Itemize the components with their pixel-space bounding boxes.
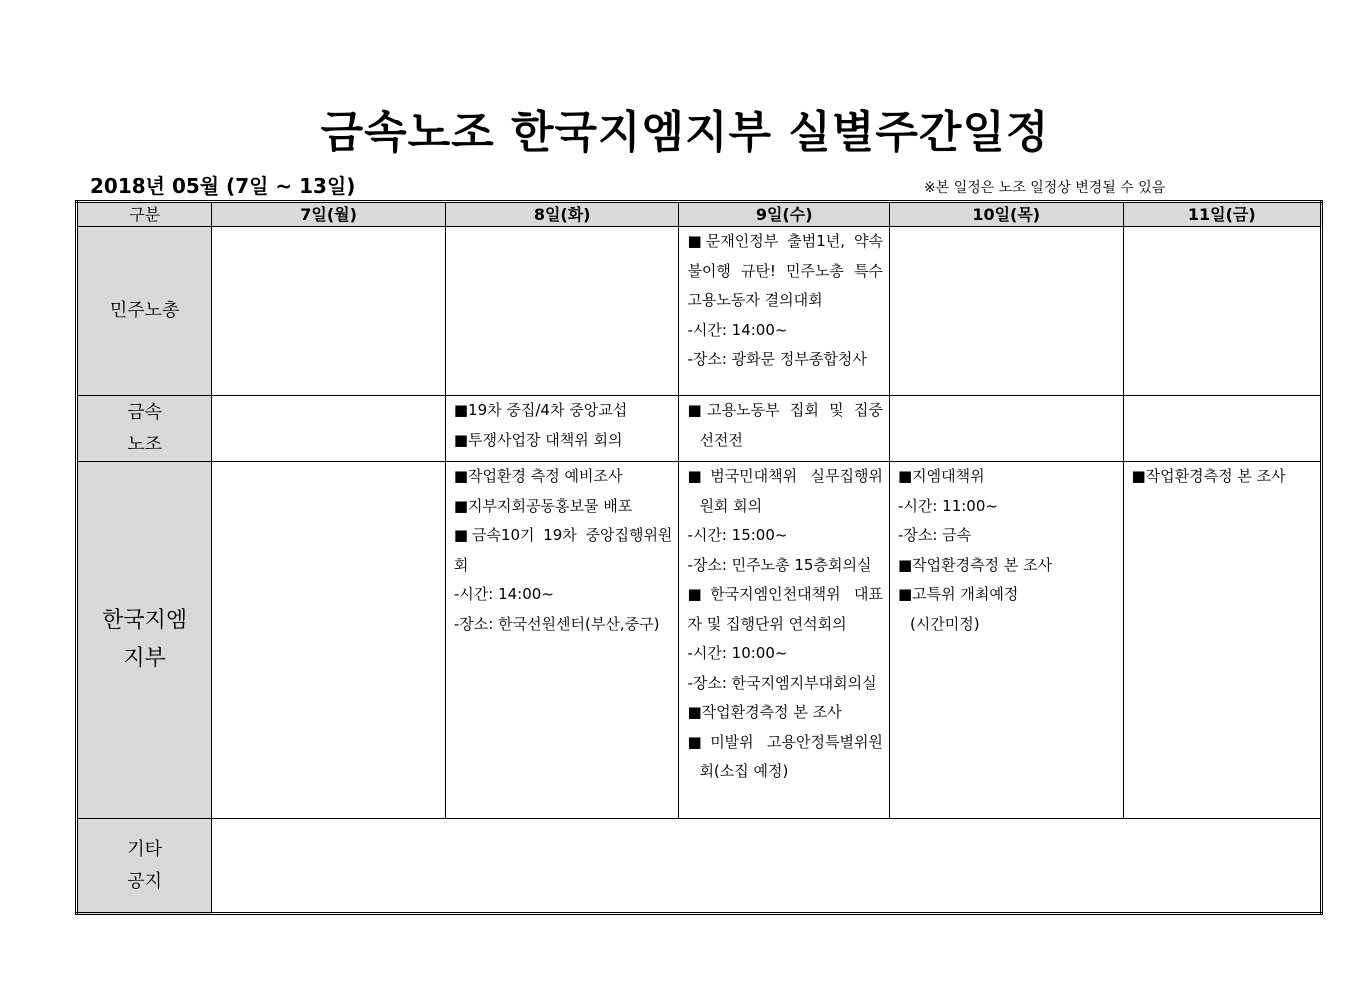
header-row — [77, 202, 1322, 227]
cell-kctu-thu — [889, 227, 1123, 396]
schedule-line: 회(소집 예정) — [699, 762, 789, 780]
schedule-line: -시간: 15:00~ — [687, 526, 788, 544]
cell-kctu-mon — [212, 227, 446, 396]
row-label-line: 민주노총 — [109, 300, 180, 321]
row-label-metal-union — [77, 396, 212, 462]
row-metal-union — [77, 396, 1322, 462]
schedule-line: -시간: 14:00~ — [687, 320, 788, 339]
schedule-line: ■문재인정부 출범1년, 약속 — [687, 232, 883, 250]
row-label-line: 금속 — [127, 401, 163, 423]
schedule-line: -시간: 10:00~ — [687, 644, 788, 662]
cell-gm-wed — [679, 462, 890, 819]
schedule-line: -장소: 한국지엠지부대회의실 — [687, 673, 877, 692]
row-label-line: 지부 — [123, 646, 166, 671]
schedule-line: ■투쟁사업장 대책위 회의 — [453, 430, 623, 449]
schedule-line: 회 — [453, 555, 469, 574]
schedule-line: 불이행 규탄! 민주노총 특수 — [687, 261, 883, 280]
cell-kctu-tue — [445, 227, 679, 396]
schedule-line: ■고특위 개최예정 — [897, 585, 1019, 603]
weekly-schedule-table — [75, 200, 1323, 915]
schedule-line: ■금속10기 19차 중앙집행위원 — [453, 526, 673, 544]
cell-metal-fri — [1123, 396, 1322, 462]
schedule-line: -장소: 광화문 정부종합청사 — [687, 350, 867, 368]
row-other-notice — [77, 819, 1322, 914]
schedule-line: ■범국민대책위 실무집행위 — [687, 467, 883, 485]
header-day-tue: 8일(화) — [445, 202, 679, 227]
cell-gm-fri — [1123, 462, 1322, 819]
cell-kctu-wed — [679, 227, 890, 396]
schedule-line: 고용노동자 결의대회 — [687, 291, 823, 309]
schedule-line: ■미발위 고용안정특별위원 — [687, 732, 883, 751]
header-day-wed: 9일(수) — [679, 202, 890, 227]
page-title: 금속노조 한국지엠지부 실별주간일정 — [320, 107, 1050, 158]
row-label-other-notice — [77, 819, 212, 914]
cell-metal-mon — [212, 396, 446, 462]
schedule-line: -장소: 한국선원센터(부산,중구) — [453, 614, 660, 633]
schedule-line: -장소: 민주노총 15층회의실 — [687, 555, 872, 574]
schedule-line: ■19차 중집/4차 중앙교섭 — [453, 401, 628, 419]
schedule-line: ■지부지회공동홍보물 배포 — [453, 496, 633, 515]
schedule-line: ■작업환경측정 본 조사 — [1131, 467, 1286, 485]
schedule-line: 원회 회의 — [699, 496, 763, 515]
row-label-line: 공지 — [127, 870, 163, 892]
cell-metal-thu — [889, 396, 1123, 462]
row-kctu — [77, 227, 1322, 396]
cell-gm-thu — [889, 462, 1123, 819]
row-label-gm-korea — [77, 462, 212, 819]
schedule-line: -시간: 11:00~ — [897, 496, 998, 515]
cell-other-notice — [212, 819, 1322, 914]
row-gm-korea — [77, 462, 1322, 819]
cell-metal-wed — [679, 396, 890, 462]
date-range: 2018년 05월 (7일 ~ 13일) — [90, 174, 356, 198]
schedule-line: 자 및 집행단위 연석회의 — [687, 614, 847, 633]
schedule-line: 선전전 — [699, 430, 743, 449]
schedule-line: ■작업환경측정 본 조사 — [897, 555, 1053, 574]
row-label-kctu — [77, 227, 212, 396]
schedule-line: (시간미정) — [909, 614, 980, 633]
header-day-mon: 7일(월) — [212, 202, 446, 227]
change-notice: ※본 일정은 노조 일정상 변경될 수 있음 — [924, 180, 1166, 196]
cell-gm-mon — [212, 462, 446, 819]
schedule-line: ■한국지엠인천대책위 대표 — [687, 585, 883, 603]
cell-metal-tue — [445, 396, 679, 462]
row-label-line: 노조 — [127, 433, 163, 455]
cell-kctu-fri — [1123, 227, 1322, 396]
schedule-line: -시간: 14:00~ — [453, 585, 554, 603]
row-label-line: 기타 — [127, 838, 163, 860]
schedule-line: ■고용노동부 집회 및 집중 — [687, 401, 883, 419]
schedule-line: ■작업환경 측정 예비조사 — [453, 467, 623, 485]
header-day-thu: 10일(목) — [889, 202, 1123, 227]
schedule-line: ■지엠대책위 — [897, 467, 985, 485]
cell-gm-tue — [445, 462, 679, 819]
header-category: 구분 — [77, 202, 212, 227]
schedule-line: -장소: 금속 — [897, 526, 972, 544]
row-label-line: 한국지엠 — [102, 608, 188, 633]
schedule-line: ■작업환경측정 본 조사 — [687, 703, 842, 721]
header-day-fri: 11일(금) — [1123, 202, 1322, 227]
